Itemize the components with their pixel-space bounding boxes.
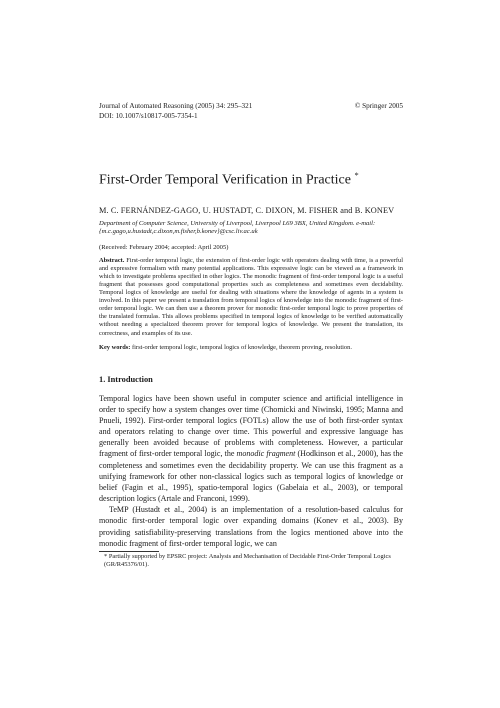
keywords bbox=[99, 344, 403, 352]
abstract-text: First-order temporal logic, the extension of first-order logic with operators dealing with time, is a powerful and expressive formalism with many potential applications. This expressive logic can be viewed as a framework in which to investigate problems specified in other logics. The monodic fragment of first-order temporal logic is a useful fragment that possesses good computational properties such as completeness and sometimes even decidability. Temporal logics of knowledge are useful for dealing with situations where the knowledge of agents in a system is involved. In this paper we present a translation from temporal logics of knowledge into the monodic fragment of first-order temporal logic. We can then use a theorem prover for monodic first-order temporal logic to prove properties of the translated formulas. This allows problems specified in temporal logics of knowledge to be verified automatically without needing a specialized theorem prover for temporal logics of knowledge. We present the translation, its correctness, and examples of its use. bbox=[99, 256, 403, 337]
abstract bbox=[99, 257, 403, 338]
paragraph-1-after: (Hodkinson et al., 2000), has the completeness and sometimes even the decidability property. We can use this fragment as a unifying framework for other non-classical logics such as temporal logics of knowledge or belief (Fagin et al., 1995), spatio-temporal logics (Gabelaia et al., 2003), or temporal description logics (Artale and Franconi, 1999). bbox=[99, 449, 403, 504]
footnote-mark: * bbox=[104, 552, 108, 560]
copyright: © Springer 2005 bbox=[354, 102, 403, 110]
section-heading: 1. Introduction bbox=[99, 374, 153, 384]
abstract-label: Abstract. bbox=[99, 256, 125, 264]
journal-header bbox=[99, 102, 403, 121]
keywords-label: Key words: bbox=[99, 343, 131, 351]
paragraph-1-emph: monodic fragment bbox=[236, 449, 296, 459]
doi: DOI: 10.1007/s10817-005-7354-1 bbox=[99, 111, 198, 120]
body-text bbox=[99, 393, 403, 549]
title-footnote-mark: * bbox=[354, 171, 359, 181]
keywords-text: first-order temporal logic, temporal logics of knowledge, theorem proving, resolution. bbox=[132, 343, 352, 351]
footnote-rule bbox=[99, 551, 159, 552]
journal-citation: Journal of Automated Reasoning (2005) 34: 295–321 bbox=[99, 102, 253, 110]
affiliation: Department of Computer Science, University of Liverpool, Liverpool L69 3BX, United Kingdom. e-mail: {m.c.gago,u.hustadt,c.dixon,m.fisher,b.konev}@csc.liv.ac.uk bbox=[99, 219, 376, 236]
paragraph-1-before: Temporal logics have been shown useful in computer science and artificial intelligence in order to specify how a system changes over time (Chomicki and Niwinski, 1995; Manna and Pnueli, 1992). First-order temporal logics (FOTLs) allow the use of both first-order syntax and operators relating to change over time. This powerful and expressive language has generally been avoided because of problems with completeness. However, a particular fragment of first-order temporal logic, the bbox=[99, 393, 403, 459]
footnote bbox=[99, 553, 403, 569]
received-dates: (Received: February 2004; accepted: April 2005) bbox=[99, 243, 229, 251]
footnote-text: Partially supported by EPSRC project: Analysis and Mechanisation of Decidable First-Order Temporal Logics (GR/R45376/01). bbox=[104, 552, 391, 569]
paragraph-2: TeMP (Hustadt et al., 2004) is an implementation of a resolution-based calculus for monodic first-order temporal logic over expanding domains (Konev et al., 2003). By providing satisfiability-preserving translations from the logics mentioned above into the monodic fragment of first-order temporal logic, we can bbox=[99, 505, 403, 548]
title-text: First-Order Temporal Verification in Practice bbox=[99, 172, 351, 188]
paper-page bbox=[99, 102, 403, 569]
paragraph-1 bbox=[99, 393, 403, 505]
authors: M. C. FERNÁNDEZ-GAGO, U. HUSTADT, C. DIXON, M. FISHER and B. KONEV bbox=[99, 205, 395, 215]
paper-title bbox=[99, 167, 403, 190]
